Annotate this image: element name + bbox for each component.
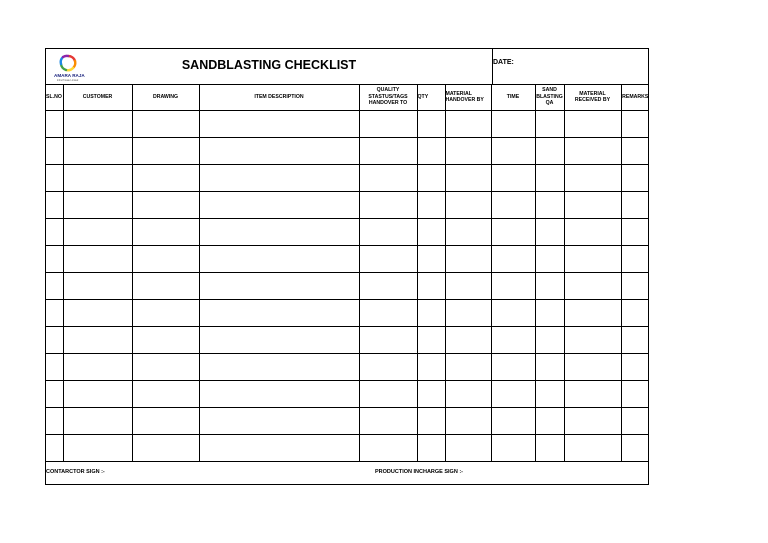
table-cell[interactable] (621, 381, 649, 408)
table-cell[interactable] (132, 435, 199, 462)
table-cell[interactable] (491, 219, 535, 246)
table-cell[interactable] (445, 354, 491, 381)
table-cell[interactable] (63, 273, 132, 300)
table-cell[interactable] (491, 273, 535, 300)
table-cell[interactable] (359, 219, 417, 246)
table-cell[interactable] (445, 246, 491, 273)
table-cell[interactable] (535, 273, 564, 300)
table-cell[interactable] (199, 273, 359, 300)
table-cell[interactable] (359, 273, 417, 300)
table-cell[interactable] (417, 246, 445, 273)
table-cell[interactable] (199, 327, 359, 354)
table-cell[interactable] (132, 111, 199, 138)
table-cell[interactable] (564, 354, 621, 381)
table-cell[interactable] (132, 219, 199, 246)
table-cell[interactable] (445, 273, 491, 300)
table-cell[interactable] (535, 381, 564, 408)
column-header: REMARKS (621, 84, 649, 111)
table-cell[interactable] (199, 111, 359, 138)
table-cell[interactable] (417, 327, 445, 354)
column-header: QTY (417, 84, 445, 111)
table-cell[interactable] (445, 300, 491, 327)
table-cell[interactable] (535, 435, 564, 462)
table-cell[interactable] (491, 354, 535, 381)
svg-text:AMARA RAJA: AMARA RAJA (54, 73, 85, 78)
table-cell[interactable] (359, 435, 417, 462)
table-cell[interactable] (63, 327, 132, 354)
table-cell[interactable] (445, 327, 491, 354)
table-cell[interactable] (132, 273, 199, 300)
table-cell[interactable] (417, 381, 445, 408)
table-cell[interactable] (63, 408, 132, 435)
table-cell[interactable] (132, 408, 199, 435)
column-header: QUALITY STASTUS/TAGS HANDOVER TO (359, 84, 417, 111)
column-header: SL.NO (46, 84, 63, 111)
table-cell[interactable] (491, 300, 535, 327)
table-cell[interactable] (199, 300, 359, 327)
column-header: SAND BLASTING QA (535, 84, 564, 111)
date-field[interactable] (492, 49, 648, 84)
table-cell[interactable] (46, 138, 63, 165)
table-cell[interactable] (417, 300, 445, 327)
table-cell[interactable] (46, 327, 63, 354)
table-cell[interactable] (621, 246, 649, 273)
table-cell[interactable] (46, 165, 63, 192)
table-cell[interactable] (63, 300, 132, 327)
table-cell[interactable] (46, 219, 63, 246)
table-cell[interactable] (621, 435, 649, 462)
table-cell[interactable] (417, 138, 445, 165)
table-cell[interactable] (535, 111, 564, 138)
table-row (46, 246, 649, 273)
table-cell[interactable] (417, 111, 445, 138)
table-cell[interactable] (621, 138, 649, 165)
table-row (46, 273, 649, 300)
table-row (46, 111, 649, 138)
table-row (46, 435, 649, 462)
table-cell[interactable] (535, 300, 564, 327)
table-cell[interactable] (359, 381, 417, 408)
table-cell[interactable] (417, 219, 445, 246)
table-cell[interactable] (359, 111, 417, 138)
table-cell[interactable] (445, 111, 491, 138)
table-row (46, 138, 649, 165)
table-cell[interactable] (63, 138, 132, 165)
table-cell[interactable] (417, 192, 445, 219)
column-header: DRAWING (132, 84, 199, 111)
table-cell[interactable] (63, 435, 132, 462)
table-cell[interactable] (535, 246, 564, 273)
table-body (46, 111, 649, 462)
table-cell[interactable] (491, 435, 535, 462)
table-cell[interactable] (491, 408, 535, 435)
signature-footer (46, 459, 648, 484)
table-cell[interactable] (132, 165, 199, 192)
column-header: ITEM DESCRIPTION (199, 84, 359, 111)
table-cell[interactable] (199, 435, 359, 462)
table-row (46, 300, 649, 327)
table-cell[interactable] (46, 111, 63, 138)
table-cell[interactable] (491, 192, 535, 219)
title-row (46, 49, 648, 85)
table-cell[interactable] (535, 138, 564, 165)
table-cell[interactable] (199, 219, 359, 246)
contractor-sign-label: CONTARCTOR SIGN :- (46, 469, 105, 475)
table-cell[interactable] (46, 381, 63, 408)
table-cell[interactable] (417, 408, 445, 435)
table-cell[interactable] (46, 435, 63, 462)
checklist-table (46, 84, 649, 462)
table-cell[interactable] (359, 408, 417, 435)
table-cell[interactable] (621, 219, 649, 246)
table-cell[interactable] (359, 327, 417, 354)
table-cell[interactable] (621, 165, 649, 192)
table-cell[interactable] (359, 165, 417, 192)
table-cell[interactable] (359, 192, 417, 219)
table-cell[interactable] (491, 327, 535, 354)
table-cell[interactable] (63, 192, 132, 219)
table-cell[interactable] (445, 219, 491, 246)
table-cell[interactable] (63, 246, 132, 273)
table-cell[interactable] (621, 300, 649, 327)
table-row (46, 165, 649, 192)
table-cell[interactable] (199, 192, 359, 219)
table-cell[interactable] (491, 246, 535, 273)
table-cell[interactable] (46, 408, 63, 435)
table-cell[interactable] (445, 192, 491, 219)
table-cell[interactable] (132, 381, 199, 408)
table-cell[interactable] (132, 354, 199, 381)
table-cell[interactable] (564, 138, 621, 165)
table-cell[interactable] (564, 111, 621, 138)
table-cell[interactable] (564, 435, 621, 462)
table-cell[interactable] (199, 165, 359, 192)
table-cell[interactable] (491, 111, 535, 138)
table-cell[interactable] (564, 192, 621, 219)
table-cell[interactable] (417, 435, 445, 462)
table-cell[interactable] (445, 138, 491, 165)
table-cell[interactable] (535, 327, 564, 354)
table-cell[interactable] (199, 354, 359, 381)
table-cell[interactable] (535, 165, 564, 192)
table-cell[interactable] (359, 300, 417, 327)
table-cell[interactable] (417, 273, 445, 300)
production-incharge-sign-label: PRODUCTION INCHARGE SIGN :- (375, 469, 463, 475)
table-cell[interactable] (417, 165, 445, 192)
column-header: MATERIAL RECEIVED BY (564, 84, 621, 111)
table-row (46, 219, 649, 246)
table-cell[interactable] (445, 408, 491, 435)
table-row (46, 381, 649, 408)
table-cell[interactable] (564, 408, 621, 435)
table-cell[interactable] (132, 300, 199, 327)
table-cell[interactable] (621, 408, 649, 435)
table-cell[interactable] (564, 300, 621, 327)
table-cell[interactable] (445, 165, 491, 192)
page-title: SANDBLASTING CHECKLIST (181, 58, 357, 72)
table-cell[interactable] (63, 354, 132, 381)
table-header-row (46, 84, 649, 111)
table-cell[interactable] (535, 219, 564, 246)
table-cell[interactable] (63, 219, 132, 246)
column-header: TIME (491, 84, 535, 111)
column-header: MATERIAL HANDOVER BY (445, 84, 491, 111)
table-cell[interactable] (63, 111, 132, 138)
table-cell[interactable] (359, 246, 417, 273)
table-cell[interactable] (359, 138, 417, 165)
table-cell[interactable] (417, 354, 445, 381)
table-cell[interactable] (445, 381, 491, 408)
table-cell[interactable] (621, 327, 649, 354)
table-cell[interactable] (491, 138, 535, 165)
table-cell[interactable] (132, 327, 199, 354)
table-cell[interactable] (46, 354, 63, 381)
table-cell[interactable] (535, 408, 564, 435)
table-cell[interactable] (132, 192, 199, 219)
table-cell[interactable] (621, 354, 649, 381)
table-cell[interactable] (564, 165, 621, 192)
table-cell[interactable] (564, 381, 621, 408)
table-cell[interactable] (46, 246, 63, 273)
table-cell[interactable] (63, 165, 132, 192)
table-cell[interactable] (132, 138, 199, 165)
table-cell[interactable] (564, 273, 621, 300)
table-cell[interactable] (132, 246, 199, 273)
table-cell[interactable] (46, 273, 63, 300)
table-cell[interactable] (63, 381, 132, 408)
table-cell[interactable] (621, 111, 649, 138)
table-row (46, 192, 649, 219)
table-cell[interactable] (199, 246, 359, 273)
checklist-sheet (45, 48, 649, 485)
table-cell[interactable] (564, 327, 621, 354)
table-cell[interactable] (535, 192, 564, 219)
table-cell[interactable] (199, 381, 359, 408)
table-cell[interactable] (564, 246, 621, 273)
table-cell[interactable] (491, 381, 535, 408)
table-row (46, 354, 649, 381)
table-cell[interactable] (621, 192, 649, 219)
column-header: CUSTOMER (63, 84, 132, 111)
table-cell[interactable] (46, 300, 63, 327)
table-cell[interactable] (199, 408, 359, 435)
table-row (46, 327, 649, 354)
table-cell[interactable] (46, 192, 63, 219)
table-cell[interactable] (199, 138, 359, 165)
table-cell[interactable] (535, 354, 564, 381)
table-cell[interactable] (445, 435, 491, 462)
svg-text:Infra Private Limited: Infra Private Limited (57, 79, 79, 82)
table-cell[interactable] (621, 273, 649, 300)
table-cell[interactable] (359, 354, 417, 381)
table-row (46, 408, 649, 435)
table-cell[interactable] (491, 165, 535, 192)
date-label: DATE: (493, 59, 514, 66)
table-cell[interactable] (564, 219, 621, 246)
